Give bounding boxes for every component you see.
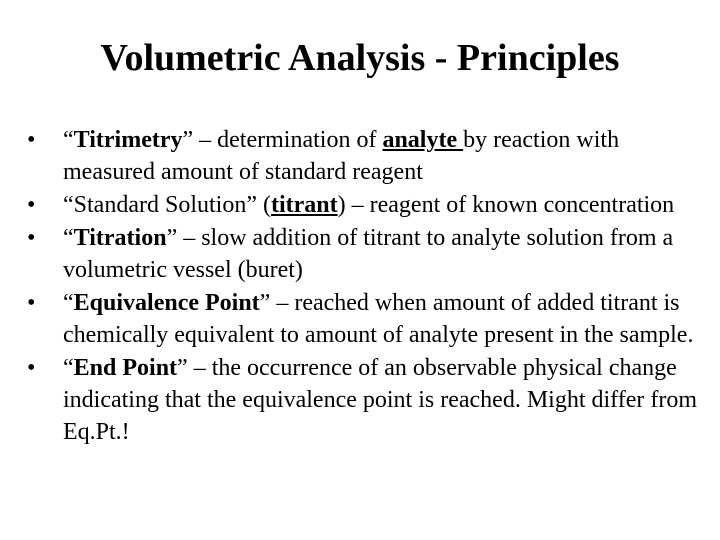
bullet-marker: • <box>27 127 36 153</box>
bullet-item-titrimetry <box>27 124 707 188</box>
quote-open: “ <box>63 290 74 316</box>
definition-text: – determination of <box>193 127 383 153</box>
bullet-item-equivalence-point <box>27 287 707 351</box>
paren-open: ( <box>256 192 271 218</box>
quote-close: ” <box>166 225 178 251</box>
quote-open: “ <box>63 225 74 251</box>
quote-open: “ <box>63 355 74 381</box>
quote-close: ” <box>182 127 194 153</box>
definition-text: – reached when amount of added titrant is chemically equivalent to amount of analyte present in the sample. <box>63 290 694 348</box>
term-titrant: titrant <box>270 192 338 218</box>
bullet-marker: • <box>27 355 36 381</box>
bullet-marker: • <box>27 290 36 316</box>
definition-text: by reaction with measured amount of standard reagent <box>63 127 620 185</box>
slide-title: Volumetric Analysis - Principles <box>100 37 620 79</box>
term-analyte: analyte <box>382 127 464 153</box>
term-end-point: End Point <box>73 355 178 381</box>
term-titration: Titration <box>73 225 167 251</box>
bullet-list <box>27 124 707 449</box>
definition-text: – the occurrence of an observable physical change indicating that the equivalence point is reached. Might differ from Eq.Pt.! <box>63 355 698 445</box>
definition-text: – slow addition of titrant to analyte solution from a volumetric vessel (buret) <box>63 225 674 283</box>
quote-open: “ <box>63 127 74 153</box>
quote-close: ” <box>259 290 271 316</box>
quote-close: ” <box>177 355 188 381</box>
definition-text: ) – reagent of known concentration <box>337 192 675 218</box>
bullet-item-titration <box>27 222 707 286</box>
quote-close: ” <box>246 192 257 218</box>
bullet-item-end-point <box>27 352 707 448</box>
bullet-item-standard-solution <box>27 189 707 221</box>
bullet-marker: • <box>27 192 36 218</box>
term-standard-solution: Standard Solution <box>73 192 247 218</box>
quote-open: “ <box>63 192 74 218</box>
bullet-marker: • <box>27 225 36 251</box>
term-equivalence-point: Equivalence Point <box>73 290 260 316</box>
term-titrimetry: Titrimetry <box>73 127 183 153</box>
